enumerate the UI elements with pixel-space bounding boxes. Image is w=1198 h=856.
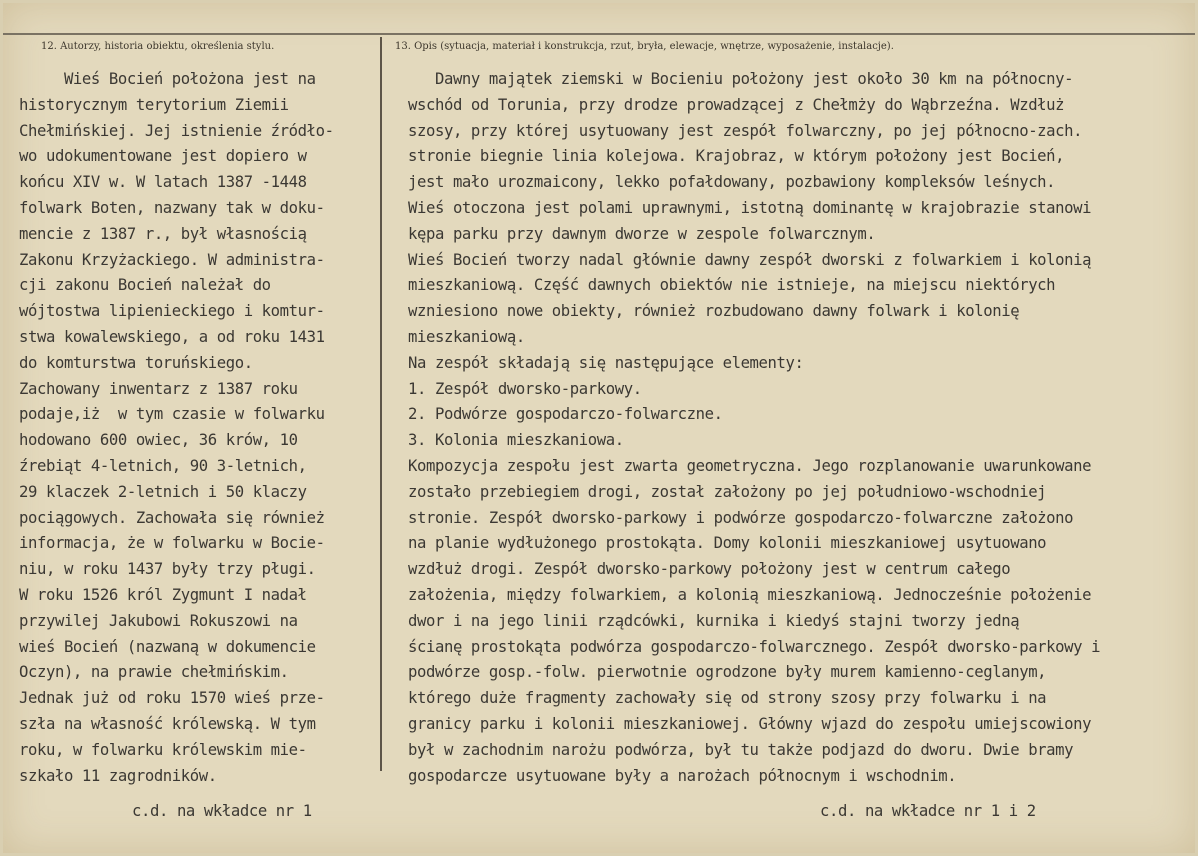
text-line: wzniesiono nowe obiekty, również rozbudowano dawny folwark i kolonię (408, 302, 1020, 321)
text-line: granicy parku i kolonii mieszkaniowej. Główny wjazd do zespołu umiejscowiony (408, 714, 1092, 733)
text-line: źrebiąt 4-letnich, 90 3-letnich, (19, 456, 307, 475)
text-line: wójtostwa lipienieckiego i komtur- (19, 302, 325, 321)
text-line: na planie wydłużonego prostokąta. Domy kolonii mieszkaniowej usytuowano (408, 534, 1047, 553)
text-line: cji zakonu Bocień należał do (19, 276, 271, 295)
text-line: Wieś otoczona jest polami uprawnymi, istotną dominantę w krajobrazie stanowi (408, 198, 1092, 217)
text-line: był w zachodnim narożu podwórza, był tu także podjazd do dworu. Dwie bramy (408, 740, 1074, 759)
text-line: niu, w roku 1437 były trzy pługi. (19, 560, 316, 579)
text-line: roku, w folwarku królewskim mie- (19, 740, 307, 759)
text-line: którego duże fragmenty zachowały się od strony szosy przy folwarku i na (408, 689, 1047, 708)
text-line: Zakonu Krzyżackiego. W administra- (19, 250, 325, 269)
text-line: Kompozycja zespołu jest zwarta geometryczna. Jego rozplanowanie uwarunkowane (408, 456, 1092, 475)
text-line: ścianę prostokąta podwórza gospodarczo-folwarcznego. Zespół dworsko-parkowy i (408, 637, 1101, 656)
text-line: wschód od Torunia, przy drodze prowadzącej z Chełmży do Wąbrzeźna. Wzdłuż (408, 95, 1065, 114)
text-line: historycznym terytorium Ziemii (19, 95, 289, 114)
text-line: podaje,iż w tym czasie w folwarku (19, 405, 325, 424)
text-line: końcu XIV w. W latach 1387 -1448 (19, 173, 307, 192)
text-line: szkało 11 zagrodników. (19, 766, 217, 785)
text-line: stwa kowalewskiego, a od roku 1431 (19, 327, 325, 346)
text-line: jest mało urozmaicony, lekko pofałdowany, pozbawiony kompleksów leśnych. (408, 173, 1056, 192)
text-line: 3. Kolonia mieszkaniowa. (408, 431, 624, 450)
text-line: Oczyn), na prawie chełmińskim. (19, 663, 289, 682)
text-line: stronie biegnie linia kolejowa. Krajobraz, w którym położony jest Bocień, (408, 147, 1065, 166)
text-line: gospodarcze usytuowane były a narożach północnym i wschodnim. (408, 766, 957, 785)
text-line: Na zespół składają się następujące elementy: (408, 353, 804, 372)
text-line: do komturstwa toruńskiego. (19, 353, 253, 372)
text-line: szła na własność królewską. W tym (19, 714, 316, 733)
text-line: pociągowych. Zachowała się również (19, 508, 325, 527)
text-line: wzdłuż drogi. Zespół dworsko-parkowy położony jest w centrum całego (408, 560, 1011, 579)
text-line: 29 klaczek 2-letnich i 50 klaczy (19, 482, 307, 501)
text-line: 1. Zespół dworsko-parkowy. (408, 379, 642, 398)
text-line: Wieś Bocień położona jest na (19, 70, 316, 88)
text-line: wieś Bocień (nazwaną w dokumencie (19, 637, 316, 656)
text-line: Jednak już od roku 1570 wieś prze- (19, 689, 325, 708)
text-line: W roku 1526 król Zygmunt I nadał (19, 585, 307, 604)
text-line: informacja, że w folwarku w Bocie- (19, 534, 325, 553)
document-sheet (3, 3, 1195, 853)
text-line: mieszkaniową. (408, 327, 525, 346)
text-line: podwórze gosp.-folw. pierwotnie ogrodzone były murem kamienno-ceglanym, (408, 663, 1047, 682)
left-continuation-note: c.d. na wkładce nr 1 (132, 802, 312, 820)
text-line: mencie z 1387 r., był własnością (19, 224, 307, 243)
text-line: wo udokumentowane jest dopiero w (19, 147, 307, 166)
column-divider (380, 37, 382, 771)
history-text (19, 67, 334, 789)
text-line: stronie. Zespół dworsko-parkowy i podwórze gospodarczo-folwarczne założono (408, 508, 1074, 527)
text-line: hodowano 600 owiec, 36 krów, 10 (19, 431, 298, 450)
text-line: dwor i na jego linii rządcówki, kurnika i kiedyś stajni tworzy jedną (408, 611, 1020, 630)
text-line: założenia, między folwarkiem, a kolonią mieszkaniową. Jednocześnie położenie (408, 585, 1092, 604)
description-text (408, 67, 1100, 789)
section-13-header: 13. Opis (sytuacja, materiał i konstrukcja, rzut, bryła, elewacje, wnętrze, wyposażenie, instalacje). (395, 41, 894, 52)
text-line: kępa parku przy dawnym dworze w zespole folwarcznym. (408, 224, 876, 243)
text-line: przywilej Jakubowi Rokuszowi na (19, 611, 298, 630)
text-line: Wieś Bocień tworzy nadal głównie dawny zespół dworski z folwarkiem i kolonią (408, 250, 1092, 269)
section-12-header: 12. Autorzy, historia obiektu, określenia stylu. (41, 41, 275, 52)
text-line: Chełmińskiej. Jej istnienie źródło- (19, 121, 334, 140)
text-line: szosy, przy której usytuowany jest zespół folwarczny, po jej północno-zach. (408, 121, 1083, 140)
text-line: folwark Boten, nazwany tak w doku- (19, 198, 325, 217)
text-line: Zachowany inwentarz z 1387 roku (19, 379, 298, 398)
text-line: mieszkaniową. Część dawnych obiektów nie istnieje, na miejscu niektórych (408, 276, 1056, 295)
header-divider (3, 33, 1195, 35)
text-line: zostało przebiegiem drogi, został założony po jej południowo-wschodniej (408, 482, 1047, 501)
right-continuation-note: c.d. na wkładce nr 1 i 2 (820, 802, 1036, 820)
text-line: Dawny majątek ziemski w Bocieniu położony jest około 30 km na północny- (408, 70, 1074, 88)
text-line: 2. Podwórze gospodarczo-folwarczne. (408, 405, 723, 424)
